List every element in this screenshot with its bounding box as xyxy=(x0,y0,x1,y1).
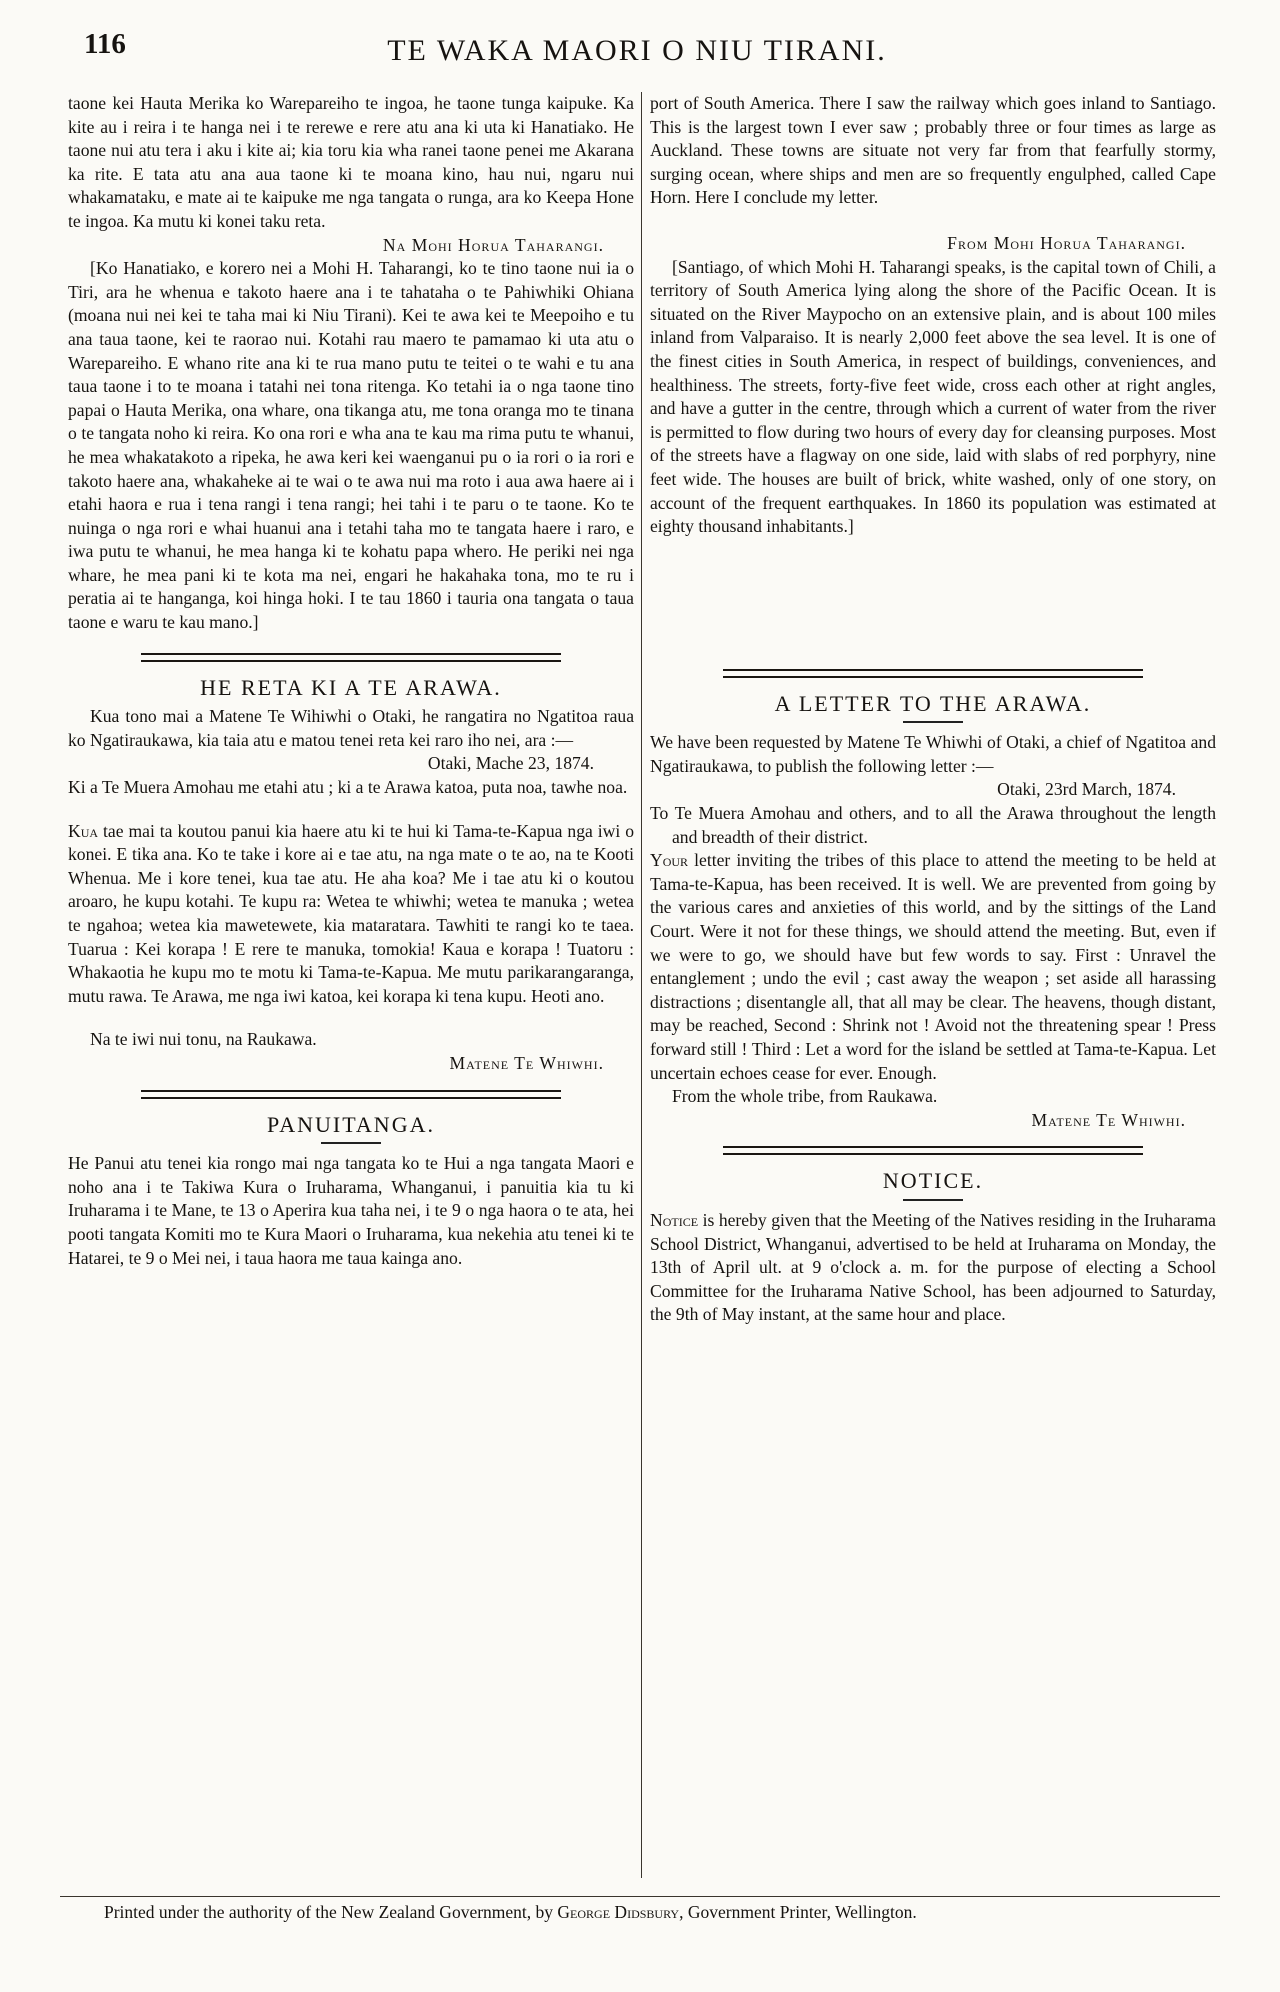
page-header xyxy=(84,28,1190,72)
section-double-rule xyxy=(141,1090,561,1099)
right-signature-taharangi: From Mohi Horua Taharangi. xyxy=(947,232,1186,253)
section-double-rule xyxy=(141,653,561,662)
right-section-title-notice: NOTICE. xyxy=(882,1168,984,1194)
title-underline xyxy=(903,1199,963,1201)
left-signature-whiwhi: Matene Te Whiwhi. xyxy=(449,1052,604,1073)
right-letter-dateline: Otaki, 23rd March, 1874. xyxy=(997,779,1176,800)
page-number: 116 xyxy=(84,28,126,60)
left-panuitanga-body: He Panui atu tenei kia rongo mai nga tangata ko te Hui a nga tangata Maori e noho ana i te Takiwa Kura o Iruharama, Whanganui, i panuitia kia tu ki Iruharama i te Mane, te 13 o Aperira kua taha nei, i te 9 o nga haora o te ata, hei pooti tangata Komiti mo te Kura Maori o Iruharama, kua nekehia atu tenei ki te Hatarei, te 9 o Mei nei, i taua haora me taua kainga ano. xyxy=(68,1153,634,1268)
right-letter-text: letter inviting the tribes of this place to attend the meeting to be held at Tama-te-Kapua, has been received. It is well. We are prevented from going by the various cares and anxieties of this world, and by the sittings of the Land Court. Were it not for these things, we should attend the meeting. But, even if we were to go, we should have but few words to say. First : Unravel the entanglement ; undo the evil ; cast away the weapon ; set aside all harassing distractions ; disentangle all, that all may be clear. The heavens, though distant, may be reached, Second : Shrink not ! Avoid not the threatening spear ! Press forward still ! Third : Let a word for the island be settled at Tama-te-Kapua. Let uncertain echoes cease for ever. Enough. xyxy=(650,850,1216,1083)
right-letter-lead: Your xyxy=(650,850,689,871)
left-reta-body xyxy=(68,820,634,1009)
left-reta-address: Ki a Te Muera Amohau me etahi atu ; ki a te Arawa katoa, puta noa, tawhe noa. xyxy=(68,777,628,798)
right-letter-address: To Te Muera Amohau and others, and to all the Arawa throughout the length and breadth of their district. xyxy=(650,803,1216,847)
printer-imprint xyxy=(104,1902,917,1923)
footer-rule xyxy=(60,1896,1220,1897)
right-santiago-note: [Santiago, of which Mohi H. Taharangi speaks, is the capital town of Chili, a territory of South America lying along the shore of the Pacific Ocean. It is situated on the River Maypocho on an extensive plain, and is about 100 miles inland from Valparaiso. It is nearly 2,000 feet above the sea level. It is one of the finest cities in South America, in respect of buildings, conveniences, and healthiness. The streets, forty-five feet wide, cross each other at right angles, and have a gutter in the centre, through which a current of water from the river is permitted to flow during two hours of every day for cleansing purposes. Most of the streets have a flagway on one side, laid with slabs of red porphyry, nine feet wide. The houses are built of brick, white washed, only of one story, on account of the frequent earthquakes. In 1860 its population was estimated at eighty thousand inhabitants.] xyxy=(650,256,1216,537)
left-santiago-note: [Ko Hanatiako, e korero nei a Mohi H. Taharangi, ko te tino taone nui ia o Tiri, ara he whenua e takoto haere ana i te tahataha o te Pahiwhiki Ohiana (moana nui nei kei te taha mai ki Niu Tirani). Kei te awa kei te Meepoiho e tu ana taua taone, kei te raorao nui. Kotahi rau maero te pamamao ki uta atu o Warepareiho. E whano rite ana ki te rua mano putu te teitei o te wahi e tu ana taua taone i to te moana i tatahi nei tona ritenga. Ko tetahi ia o nga taone tino papai o Hauta Merika, ona whare, ona tikanga atu, me tona oranga mo te tinana o te tangata noho ki reira. Ko ona rori e wha ana te kau ma rima putu te whanui, he mea whakatakoto a ripeka, he awa keri kei waenganui pu o ia rori o ia rori e takoto haere ana, whakaheke ai te wai o te awa nui ma roto i aua awa haere ai i etahi haora e rua i tena rangi i tena rangi; hei tahi i te paru o te taone. Ko te nuinga o nga rori e whai huanui ana i tetahi taha mo te tangata haere i raro, e iwa putu te whanui, he mea hanga ki te kohatu papa whero. He periki nei nga whare, he mea pani ki te kota ma nei, engari he hakahaka tona, mo te ru i peratia ai te hanganga, koi hinga hoki. I te tau 1860 i tauria ona tangata o taua taone e waru te kau mano.] xyxy=(68,258,634,633)
left-section-title-reta: HE RETA KI A TE ARAWA. xyxy=(200,674,502,700)
right-signature-whiwhi: Matene Te Whiwhi. xyxy=(1031,1109,1186,1130)
left-reta-text: tae mai ta koutou panui kia haere atu ki te hui ki Tama-te-Kapua nga iwi o konei. E tika ana. Ko te take i kore ai e tae atu, na nga mate o te ao, na te Kooti Whenua. Me i kore tenei, kua tae atu. He aha koa? Me i tae atu ki o koutou aroaro, he kupu kotahi. Te kupu ra: Wetea te whiwhi; wetea te manuka ; wetea te ngahoa; wetea kia mawetewete, kia mataratara. Tawhiti te rangi ko te taea. Tuarua : Kei korapa ! E rere te manuka, tomokia! Kaua e korapa ! Tuatoru : Whakaotia he kupu mo te motu ki Tama-te-Kapua. Me mutu parikarangarangа, mutu rawa. Te Arawa, me nga iwi katoa, kei korapa ki tena kupu. Heoti ano. xyxy=(68,820,634,1006)
right-column xyxy=(650,92,1216,1327)
right-letter-closing: From the whole tribe, from Raukawa. xyxy=(672,1086,938,1107)
left-reta-intro: Kua tono mai a Matene Te Wihiwhi o Otaki, he rangatira no Ngatitoa raua ko Ngatiraukawa, kia taia atu e matou tenei reta kei raro iho nei, ara :— xyxy=(68,706,634,750)
masthead-title: TE WAKA MAORI O NIU TIRANI. xyxy=(387,34,887,67)
right-letter-intro: We have been requested by Matene Te Whiwhi of Otaki, a chief of Ngatitoa and Ngatiraukawa, to publish the following letter :— xyxy=(650,732,1216,776)
left-letter-continuation: taone kei Hauta Merika ko Warepareiho te ingoa, he taone tunga kaipuke. Ka kite au i reira i te hanga nei i te rerewe e rere atu ana ki uta ki Hanatiako. He taone nui atu tera i aku i kite ai; kia toru kia wha ranei taone penei me Akarana ka rite. E tata atu ana aua taone ki te moana kino, hau nui, ngaru nui whakamataku, e mate ai te kaipuke me nga tangata o runga, ara ko Keepa Hone te ingoa. Ka mutu ki konei taku reta. xyxy=(68,93,634,231)
imprint-post: , Government Printer, Wellington. xyxy=(679,1902,917,1922)
right-notice-lead: Notice xyxy=(650,1209,699,1230)
left-reta-closing: Na te iwi nui tonu, na Raukawa. xyxy=(90,1029,317,1050)
right-letter-continuation: port of South America. There I saw the railway which goes inland to Santiago. This is the largest town I ever saw ; probably three or four times as large as Auckland. These towns are situate not very far from that fearfully stormy, surging ocean, where ships and men are so frequently engulphed, called Cape Horn. Here I conclude my letter. xyxy=(650,93,1216,208)
left-section-title-panuitanga: PANUITANGA. xyxy=(267,1111,435,1137)
column-divider xyxy=(641,92,642,1878)
left-column xyxy=(68,92,634,1270)
right-notice-text: is hereby given that the Meeting of the Natives residing in the Iruharama School District, Whanganui, advertised to be held at Iruharama on Monday, the 13th of April ult. at 9 o'clock a. m. for the purpose of electing a School Committee for the Iruharama Native School, has been adjourned to Saturday, the 9th of May instant, at the same hour and place. xyxy=(650,1209,1216,1325)
left-signature-taharangi: Na Mohi Horua Taharangi. xyxy=(382,234,604,255)
imprint-printer: George Didsbury xyxy=(557,1902,680,1922)
right-letter-body xyxy=(650,849,1216,1085)
left-reta-lead: Kua xyxy=(68,820,99,841)
right-section-title-letter: A LETTER TO THE ARAWA. xyxy=(774,690,1092,716)
title-underline xyxy=(903,721,963,723)
left-reta-dateline: Otaki, Mache 23, 1874. xyxy=(427,753,594,774)
section-double-rule xyxy=(723,669,1143,678)
section-double-rule xyxy=(723,1146,1143,1155)
imprint-pre: Printed under the authority of the New Zealand Government, by xyxy=(104,1902,558,1922)
title-underline xyxy=(321,1142,381,1144)
right-notice-body xyxy=(650,1209,1216,1327)
